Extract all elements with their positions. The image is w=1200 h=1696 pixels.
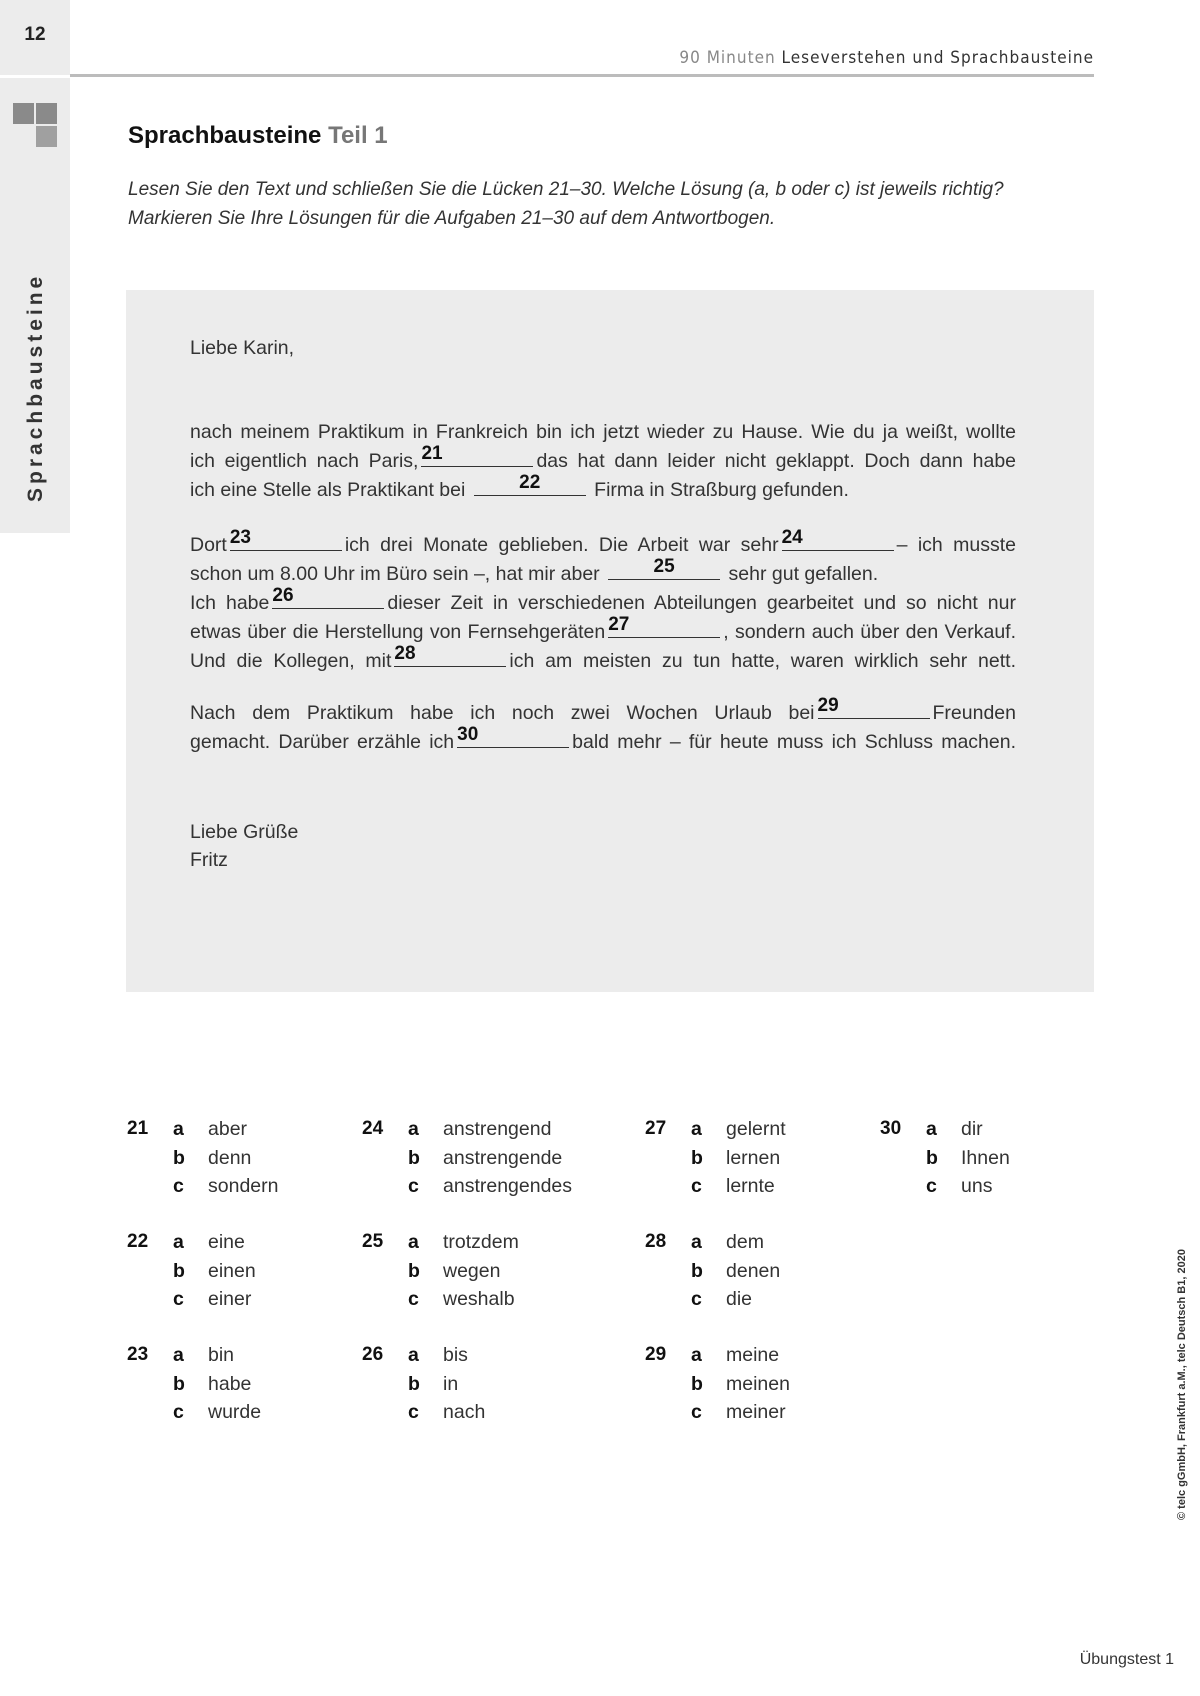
option-text: bis <box>443 1344 468 1366</box>
section-title <box>128 122 388 150</box>
letter-greeting: Liebe Karin, <box>190 337 295 359</box>
letter-line <box>190 643 1016 675</box>
gap-number: 21 <box>421 443 443 464</box>
letter-text: etwas über die Herstellung von Fernsehgeräten <box>190 621 606 643</box>
section-logo-icon <box>13 103 58 148</box>
option-text: einer <box>208 1288 252 1310</box>
letter-text: Firma in Straßburg gefunden. <box>594 479 849 501</box>
option-letter: a <box>691 1118 702 1140</box>
option-text: meiner <box>726 1401 786 1423</box>
option-30b[interactable] <box>926 1147 1010 1175</box>
question-number: 28 <box>645 1231 667 1252</box>
letter-text: Ich habe <box>190 592 270 614</box>
gap-30 <box>457 724 569 748</box>
gap-number: 23 <box>229 527 251 548</box>
option-text: nach <box>443 1401 486 1423</box>
option-23c[interactable] <box>173 1401 261 1429</box>
option-29b[interactable] <box>691 1373 790 1401</box>
letter-line: nach meinem Praktikum in Frankreich bin ich jetzt wieder zu Hause. Wie du ja weißt, wollte <box>190 421 1016 443</box>
option-text: wurde <box>208 1401 262 1423</box>
letter-text: gemacht. Darüber erzähle ich <box>190 731 455 753</box>
sidebar-divider <box>0 75 70 78</box>
option-text: trotzdem <box>443 1231 519 1253</box>
gap-number: 25 <box>653 556 675 577</box>
letter-line <box>190 614 1017 646</box>
option-25b[interactable] <box>408 1260 500 1288</box>
option-text: dir <box>961 1118 983 1140</box>
option-text: meinen <box>726 1372 790 1395</box>
option-22c[interactable] <box>173 1288 251 1316</box>
option-text: sondern <box>208 1175 279 1197</box>
letter-text: – ich musste <box>896 534 1016 556</box>
option-28a[interactable] <box>691 1231 764 1259</box>
option-letter: b <box>173 1372 185 1395</box>
option-letter: c <box>691 1401 702 1423</box>
option-21c[interactable] <box>173 1175 278 1203</box>
option-letter: a <box>408 1344 419 1366</box>
option-letter: a <box>691 1344 702 1366</box>
gap-24 <box>781 527 894 551</box>
running-header <box>679 48 1094 68</box>
option-text: denen <box>726 1259 781 1282</box>
option-21a[interactable] <box>173 1118 247 1146</box>
gap-25 <box>608 556 720 580</box>
option-text: aber <box>208 1118 248 1140</box>
option-letter: b <box>691 1372 703 1395</box>
signature: Fritz <box>190 849 228 871</box>
option-letter: c <box>408 1288 419 1310</box>
letter-text: , sondern auch über den Verkauf. <box>723 621 1017 643</box>
gap-23 <box>229 527 342 551</box>
option-24c[interactable] <box>408 1175 572 1203</box>
option-text: habe <box>208 1372 252 1395</box>
section-part: Teil 1 <box>328 122 388 149</box>
gap-26 <box>272 585 384 609</box>
option-letter: c <box>408 1175 419 1197</box>
copyright-notice: © telc gGmbH, Frankfurt a.M., telc Deutsch B1, 2020 <box>1176 1249 1188 1520</box>
letter-text: dieser Zeit in verschiedenen Abteilungen gearbeitet und so nicht nur <box>387 592 1016 614</box>
option-letter: a <box>173 1118 184 1140</box>
option-letter: c <box>691 1288 702 1310</box>
option-letter: b <box>173 1146 185 1169</box>
letter-text: Nach dem Praktikum habe ich noch zwei Wochen Urlaub bei <box>190 702 815 724</box>
option-text: lernen <box>726 1146 781 1169</box>
option-letter: b <box>408 1146 420 1169</box>
option-text: in <box>443 1372 459 1395</box>
gap-27 <box>608 614 720 638</box>
option-letter: c <box>926 1175 937 1197</box>
gap-number: 26 <box>272 585 294 606</box>
option-letter: a <box>408 1118 419 1140</box>
option-text: die <box>726 1288 753 1310</box>
header-rule <box>70 74 1094 77</box>
option-text: wegen <box>443 1259 501 1282</box>
option-letter: b <box>408 1259 420 1282</box>
option-text: lernte <box>726 1175 775 1197</box>
letter-line <box>190 585 1016 617</box>
option-letter: c <box>408 1401 419 1423</box>
option-28b[interactable] <box>691 1260 780 1288</box>
option-letter: a <box>173 1344 184 1366</box>
page-number: 12 <box>24 24 46 45</box>
gap-21 <box>421 443 533 467</box>
option-letter: a <box>408 1231 419 1253</box>
section-name: Sprachbausteine <box>128 122 322 149</box>
gap-number: 22 <box>519 472 541 493</box>
header-time: 90 Minuten <box>679 48 776 68</box>
gap-number: 28 <box>394 643 416 664</box>
option-26b[interactable] <box>408 1373 458 1401</box>
letter-line <box>190 724 1017 756</box>
closing-line: Liebe Grüße <box>190 821 299 843</box>
letter-line <box>190 443 1017 475</box>
gap-number: 30 <box>457 724 479 745</box>
letter-line <box>190 472 1016 504</box>
question-number: 22 <box>127 1231 149 1252</box>
option-24b[interactable] <box>408 1147 562 1175</box>
option-29c[interactable] <box>691 1401 786 1429</box>
gap-28 <box>394 643 506 667</box>
gap-29 <box>817 695 930 719</box>
letter-box <box>126 290 1094 992</box>
option-24a[interactable] <box>408 1118 551 1146</box>
question-number: 29 <box>645 1344 667 1365</box>
option-letter: c <box>691 1175 702 1197</box>
option-23b[interactable] <box>173 1373 251 1401</box>
option-letter: b <box>691 1146 703 1169</box>
option-text: meine <box>726 1344 780 1366</box>
letter-text: ich am meisten zu tun hatte, waren wirklich sehr nett. <box>509 650 1016 672</box>
option-29a[interactable] <box>691 1344 779 1372</box>
question-number: 24 <box>362 1118 384 1139</box>
option-text: dem <box>726 1231 764 1253</box>
option-26c[interactable] <box>408 1401 485 1429</box>
option-27a[interactable] <box>691 1118 786 1146</box>
letter-text: Und die Kollegen, mit <box>190 650 392 672</box>
gap-number: 27 <box>608 614 630 635</box>
letter-paragraph-2 <box>190 527 1017 675</box>
letter-text: schon um 8.00 Uhr im Büro sein –, hat mir aber <box>190 563 600 585</box>
letter-paragraph-1 <box>190 418 1016 504</box>
option-23a[interactable] <box>173 1344 234 1372</box>
question-number: 27 <box>645 1118 667 1139</box>
sidebar-section-label: Sprachbausteine <box>24 272 47 502</box>
page-footer: Übungstest 1 <box>1079 1651 1174 1668</box>
option-30c[interactable] <box>926 1175 992 1203</box>
option-letter: c <box>173 1288 184 1310</box>
option-text: anstrengende <box>443 1146 563 1169</box>
letter-line <box>190 527 1016 559</box>
gap-22 <box>474 472 586 496</box>
option-letter: a <box>926 1118 937 1140</box>
gap-number: 29 <box>817 695 839 716</box>
letter-text: Freunden <box>932 702 1016 724</box>
option-letter: b <box>173 1259 185 1282</box>
question-number: 26 <box>362 1344 384 1365</box>
option-letter: c <box>173 1401 184 1423</box>
option-22b[interactable] <box>173 1260 256 1288</box>
option-text: uns <box>961 1175 993 1197</box>
question-number: 25 <box>362 1231 384 1252</box>
letter-text: bald mehr – für heute muss ich Schluss machen. <box>572 731 1017 753</box>
letter-text: sehr gut gefallen. <box>728 563 879 585</box>
option-text: gelernt <box>726 1118 786 1140</box>
letter-paragraph-3 <box>190 695 1017 756</box>
option-letter: b <box>926 1146 938 1169</box>
instructions-line: Lesen Sie den Text und schließen Sie die Lücken 21–30. Welche Lösung (a, b oder c) ist jeweils richtig? <box>128 179 1004 200</box>
option-27c[interactable] <box>691 1175 775 1203</box>
option-text: bin <box>208 1344 235 1366</box>
option-text: anstrengend <box>443 1118 552 1140</box>
letter-text: ich eigentlich nach Paris, <box>190 450 419 472</box>
option-text: einen <box>208 1259 256 1282</box>
option-letter: a <box>691 1231 702 1253</box>
sidebar <box>0 0 70 533</box>
letter-text: ich drei Monate geblieben. Die Arbeit war sehr <box>344 534 779 556</box>
letter-closing <box>190 818 1016 874</box>
option-text: Ihnen <box>961 1146 1010 1169</box>
letter-line <box>190 695 1016 727</box>
option-26a[interactable] <box>408 1344 468 1372</box>
option-text: eine <box>208 1231 245 1253</box>
option-22a[interactable] <box>173 1231 245 1259</box>
option-30a[interactable] <box>926 1118 983 1146</box>
option-text: denn <box>208 1146 252 1169</box>
option-letter: c <box>173 1175 184 1197</box>
gap-number: 24 <box>781 527 803 548</box>
letter-text: ich eine Stelle als Praktikant bei <box>190 479 466 501</box>
option-letter: a <box>173 1231 184 1253</box>
option-27b[interactable] <box>691 1147 780 1175</box>
letter-text: das hat dann leider nicht geklappt. Doch dann habe <box>536 450 1017 472</box>
header-subject: Leseverstehen und Sprachbausteine <box>781 48 1094 68</box>
option-letter: b <box>408 1372 420 1395</box>
instructions-line: Markieren Sie Ihre Lösungen für die Aufgaben 21–30 auf dem Antwortbogen. <box>128 208 776 229</box>
option-text: anstrengendes <box>443 1175 573 1197</box>
option-25c[interactable] <box>408 1288 515 1316</box>
question-number: 21 <box>127 1118 149 1139</box>
option-letter: b <box>691 1259 703 1282</box>
instructions <box>128 175 1088 233</box>
question-number: 30 <box>880 1118 902 1139</box>
letter-text: Dort <box>190 534 227 556</box>
question-number: 23 <box>127 1344 149 1365</box>
option-text: weshalb <box>443 1288 515 1310</box>
option-21b[interactable] <box>173 1147 251 1175</box>
option-28c[interactable] <box>691 1288 752 1316</box>
option-25a[interactable] <box>408 1231 519 1259</box>
